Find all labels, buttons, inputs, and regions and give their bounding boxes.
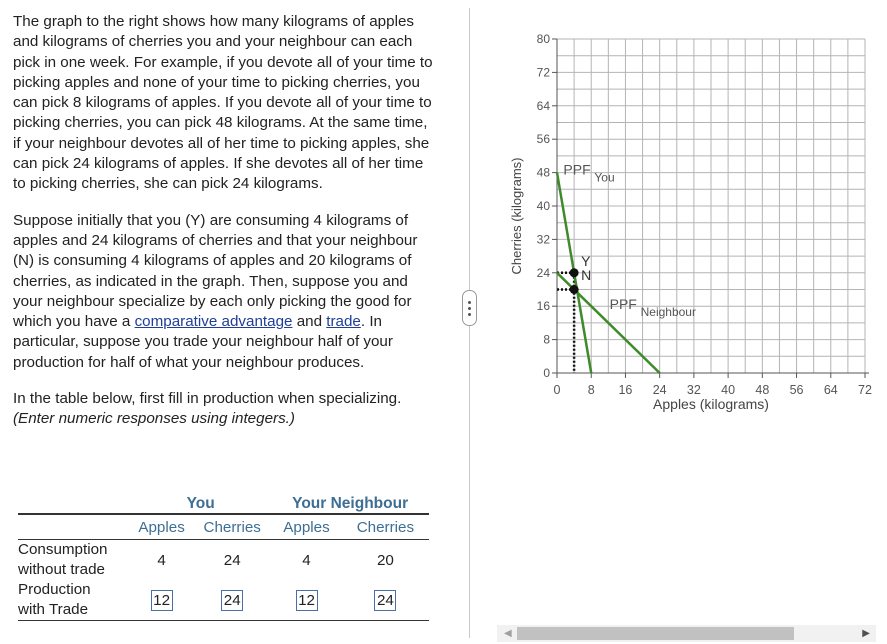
y-tick-label: 8 — [543, 332, 550, 347]
group-neighbour: Your Neighbour — [292, 495, 409, 512]
ppf-chart — [500, 25, 885, 425]
point-y — [570, 268, 579, 277]
ppf-you-label: PPF — [563, 161, 591, 178]
y-axis-label: Cherries (kilograms) — [509, 157, 524, 275]
scroll-thumb[interactable] — [517, 627, 794, 640]
x-tick-label: 16 — [618, 383, 633, 397]
col-you-cherries: Cherries — [193, 514, 271, 540]
y-tick-label: 24 — [536, 265, 550, 280]
input-you-apples-production[interactable]: 12 — [151, 590, 173, 611]
y-tick-label: 64 — [536, 98, 550, 113]
point-y-label: Y — [581, 252, 591, 269]
col-neighbour-apples: Apples — [271, 514, 342, 540]
ppf-neighbour-label: PPF — [609, 296, 637, 313]
scenario-paragraph: Suppose initially that you (Y) are consuming 4 kilograms of apples and 24 kilograms of cherries and that your neighbour (N) is consuming 4 kilograms of apples and 20 kilograms of cherries, as indicated in the graph. Then, suppose you and your neighbour specialize by each only picking the good for which you have a comparative advantage and trade. In particular, suppose you trade your neighbour half of your production for half of what your neighbour produces. — [13, 211, 418, 371]
x-tick-label: 32 — [686, 383, 701, 397]
resize-handle[interactable] — [462, 290, 477, 326]
group-you: You — [186, 495, 215, 512]
ppf-neighbour-subscript: Neighbour — [640, 305, 696, 320]
y-tick-label: 16 — [536, 299, 550, 314]
point-n-label: N — [581, 266, 592, 283]
hint-text: (Enter numeric responses using integers.) — [13, 410, 295, 428]
y-tick-label: 32 — [536, 232, 550, 247]
y-tick-label: 56 — [536, 132, 550, 147]
y-tick-label: 48 — [536, 165, 550, 180]
y-tick-label: 80 — [536, 32, 550, 46]
production-table — [18, 486, 429, 621]
cell-you-apples-consumption: 4 — [157, 551, 166, 569]
input-you-cherries-production[interactable]: 24 — [221, 590, 243, 611]
instruction-paragraph: In the table below, first fill in production when specializing. (Enter numeric responses using integers.) — [13, 390, 402, 428]
cell-you-cherries-consumption: 24 — [223, 551, 241, 569]
x-tick-label: 0 — [553, 383, 561, 397]
y-tick-label: 0 — [543, 366, 550, 380]
x-tick-label: 56 — [789, 383, 804, 397]
x-tick-label: 72 — [858, 383, 872, 397]
row-label-consumption: Consumption without trade — [18, 541, 108, 578]
scroll-left-icon[interactable]: ◀ — [504, 628, 512, 639]
table-row-consumption — [18, 540, 429, 581]
scroll-right-icon[interactable]: ▶ — [862, 628, 870, 639]
comparative-advantage-link[interactable]: comparative advantage — [134, 313, 293, 331]
question-panel — [13, 12, 438, 446]
col-you-apples: Apples — [130, 514, 193, 540]
x-tick-label: 24 — [652, 383, 667, 397]
input-neighbour-apples-production[interactable]: 12 — [296, 590, 318, 611]
point-n — [570, 285, 579, 294]
cell-neighbour-apples-consumption: 4 — [302, 551, 311, 569]
col-neighbour-cherries: Cherries — [342, 514, 429, 540]
cell-neighbour-cherries-consumption: 20 — [376, 551, 394, 569]
y-tick-label: 72 — [536, 65, 550, 80]
x-tick-label: 8 — [587, 383, 595, 397]
x-tick-label: 40 — [721, 383, 736, 397]
ppf-you-subscript: You — [594, 170, 615, 185]
input-neighbour-cherries-production[interactable]: 24 — [374, 590, 396, 611]
x-tick-label: 48 — [755, 383, 770, 397]
horizontal-scrollbar[interactable] — [497, 625, 876, 642]
intro-paragraph: The graph to the right shows how many kilograms of apples and kilograms of cherries you and your neighbour can each pick in one week. For example, if you devote all of your time to picking apples and none of your time to picking cherries, you can pick 8 kilograms of apples. If you devote all of your time to picking cherries, you can pick 48 kilograms. At the same time, if your neighbour devotes all of her time to picking apples, she can pick 24 kilograms of apples. If she devotes all of her time to picking cherries, she can pick 24 kilograms. — [13, 13, 433, 193]
trade-link[interactable]: trade — [326, 313, 361, 331]
y-tick-label: 40 — [536, 199, 550, 213]
x-axis-label: Apples (kilograms) — [653, 396, 769, 412]
x-tick-label: 64 — [823, 383, 838, 397]
table-row-production — [18, 580, 429, 621]
row-label-production: Production with Trade — [18, 580, 130, 621]
